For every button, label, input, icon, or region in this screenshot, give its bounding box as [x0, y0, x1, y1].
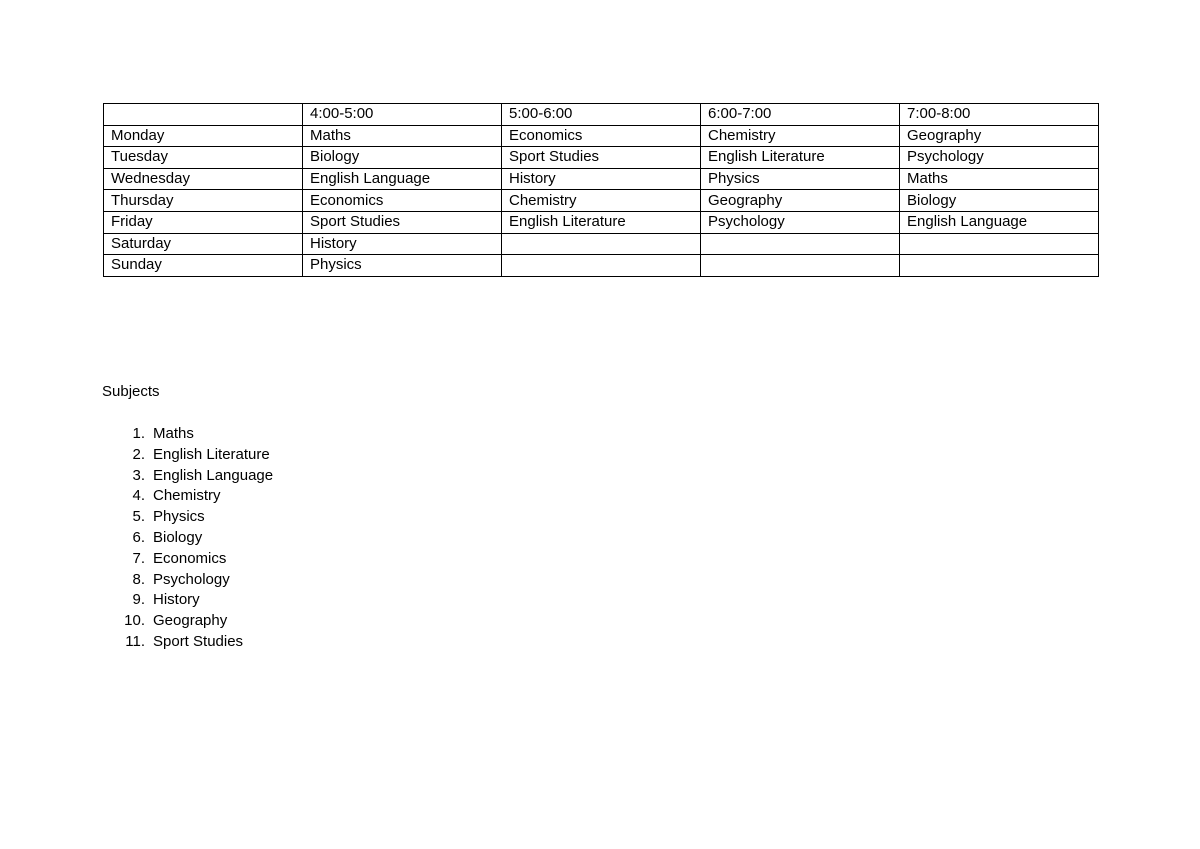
table-cell: Sport Studies [303, 211, 502, 233]
list-item-label: Maths [153, 425, 194, 442]
table-cell: Economics [502, 125, 701, 147]
table-cell: Sport Studies [502, 147, 701, 169]
table-row [104, 147, 1099, 169]
table-header-row [104, 104, 1099, 126]
table-cell-day: Friday [104, 211, 303, 233]
table-row [104, 255, 1099, 277]
table-cell [701, 233, 900, 255]
list-number: 4. [132, 487, 145, 505]
table-header-cell: 4:00-5:00 [303, 104, 502, 126]
list-item-label: History [153, 591, 200, 609]
table-cell: Chemistry [502, 190, 701, 212]
table-cell-day: Wednesday [104, 168, 303, 190]
list-item-label: Economics [153, 549, 227, 567]
list-item-label: Biology [153, 528, 203, 546]
table-row [104, 190, 1099, 212]
table-cell: English Language [900, 211, 1099, 233]
table-cell-day: Monday [104, 125, 303, 147]
list-number: 3. [132, 466, 145, 484]
list-number: 10. [124, 612, 145, 630]
list-number: 5. [132, 508, 145, 526]
list-number: 6. [132, 528, 145, 546]
list-item-label: Psychology [153, 570, 230, 588]
table-cell: Physics [303, 255, 502, 277]
table-row [104, 125, 1099, 147]
list-item-label: Chemistry [153, 487, 221, 505]
table-cell: Maths [303, 125, 502, 147]
table-row [104, 168, 1099, 190]
table-cell: Biology [900, 190, 1099, 212]
list-item-label: English Literature [153, 445, 270, 463]
list-number: 1. [132, 425, 145, 442]
list-number: 7. [132, 549, 145, 567]
list-item-label: Sport Studies [153, 632, 244, 650]
list-item-label: English Language [153, 466, 274, 484]
table-cell: History [502, 168, 701, 190]
list-number: 9. [132, 591, 145, 609]
table-cell: Chemistry [701, 125, 900, 147]
table-cell: Psychology [701, 211, 900, 233]
table-header-cell: 5:00-6:00 [502, 104, 701, 126]
timetable [103, 103, 1099, 277]
table-cell: Maths [900, 168, 1099, 190]
table-cell: Geography [900, 125, 1099, 147]
table-cell: English Literature [502, 211, 701, 233]
table-cell: English Language [303, 168, 502, 190]
subjects-heading: Subjects [102, 383, 160, 400]
table-row [104, 211, 1099, 233]
table-cell-day: Thursday [104, 190, 303, 212]
table-row [104, 233, 1099, 255]
table-cell-day: Saturday [104, 233, 303, 255]
table-cell: Economics [303, 190, 502, 212]
table-cell-day: Tuesday [104, 147, 303, 169]
table-header-cell: 7:00-8:00 [900, 104, 1099, 126]
list-item-label: Physics [153, 508, 205, 526]
table-cell: English Literature [701, 147, 900, 169]
table-header-cell: 6:00-7:00 [701, 104, 900, 126]
table-cell [502, 255, 701, 277]
table-cell: Physics [701, 168, 900, 190]
table-cell: Biology [303, 147, 502, 169]
list-number: 2. [132, 445, 145, 463]
table-cell: Psychology [900, 147, 1099, 169]
table-cell: History [303, 233, 502, 255]
table-header-cell [104, 104, 303, 126]
table-cell [900, 233, 1099, 255]
table-cell: Geography [701, 190, 900, 212]
table-cell [701, 255, 900, 277]
table-cell-day: Sunday [104, 255, 303, 277]
table-cell [502, 233, 701, 255]
list-number: 11. [125, 632, 145, 650]
list-number: 8. [132, 570, 145, 588]
list-item-label: Geography [153, 612, 228, 630]
table-cell [900, 255, 1099, 277]
